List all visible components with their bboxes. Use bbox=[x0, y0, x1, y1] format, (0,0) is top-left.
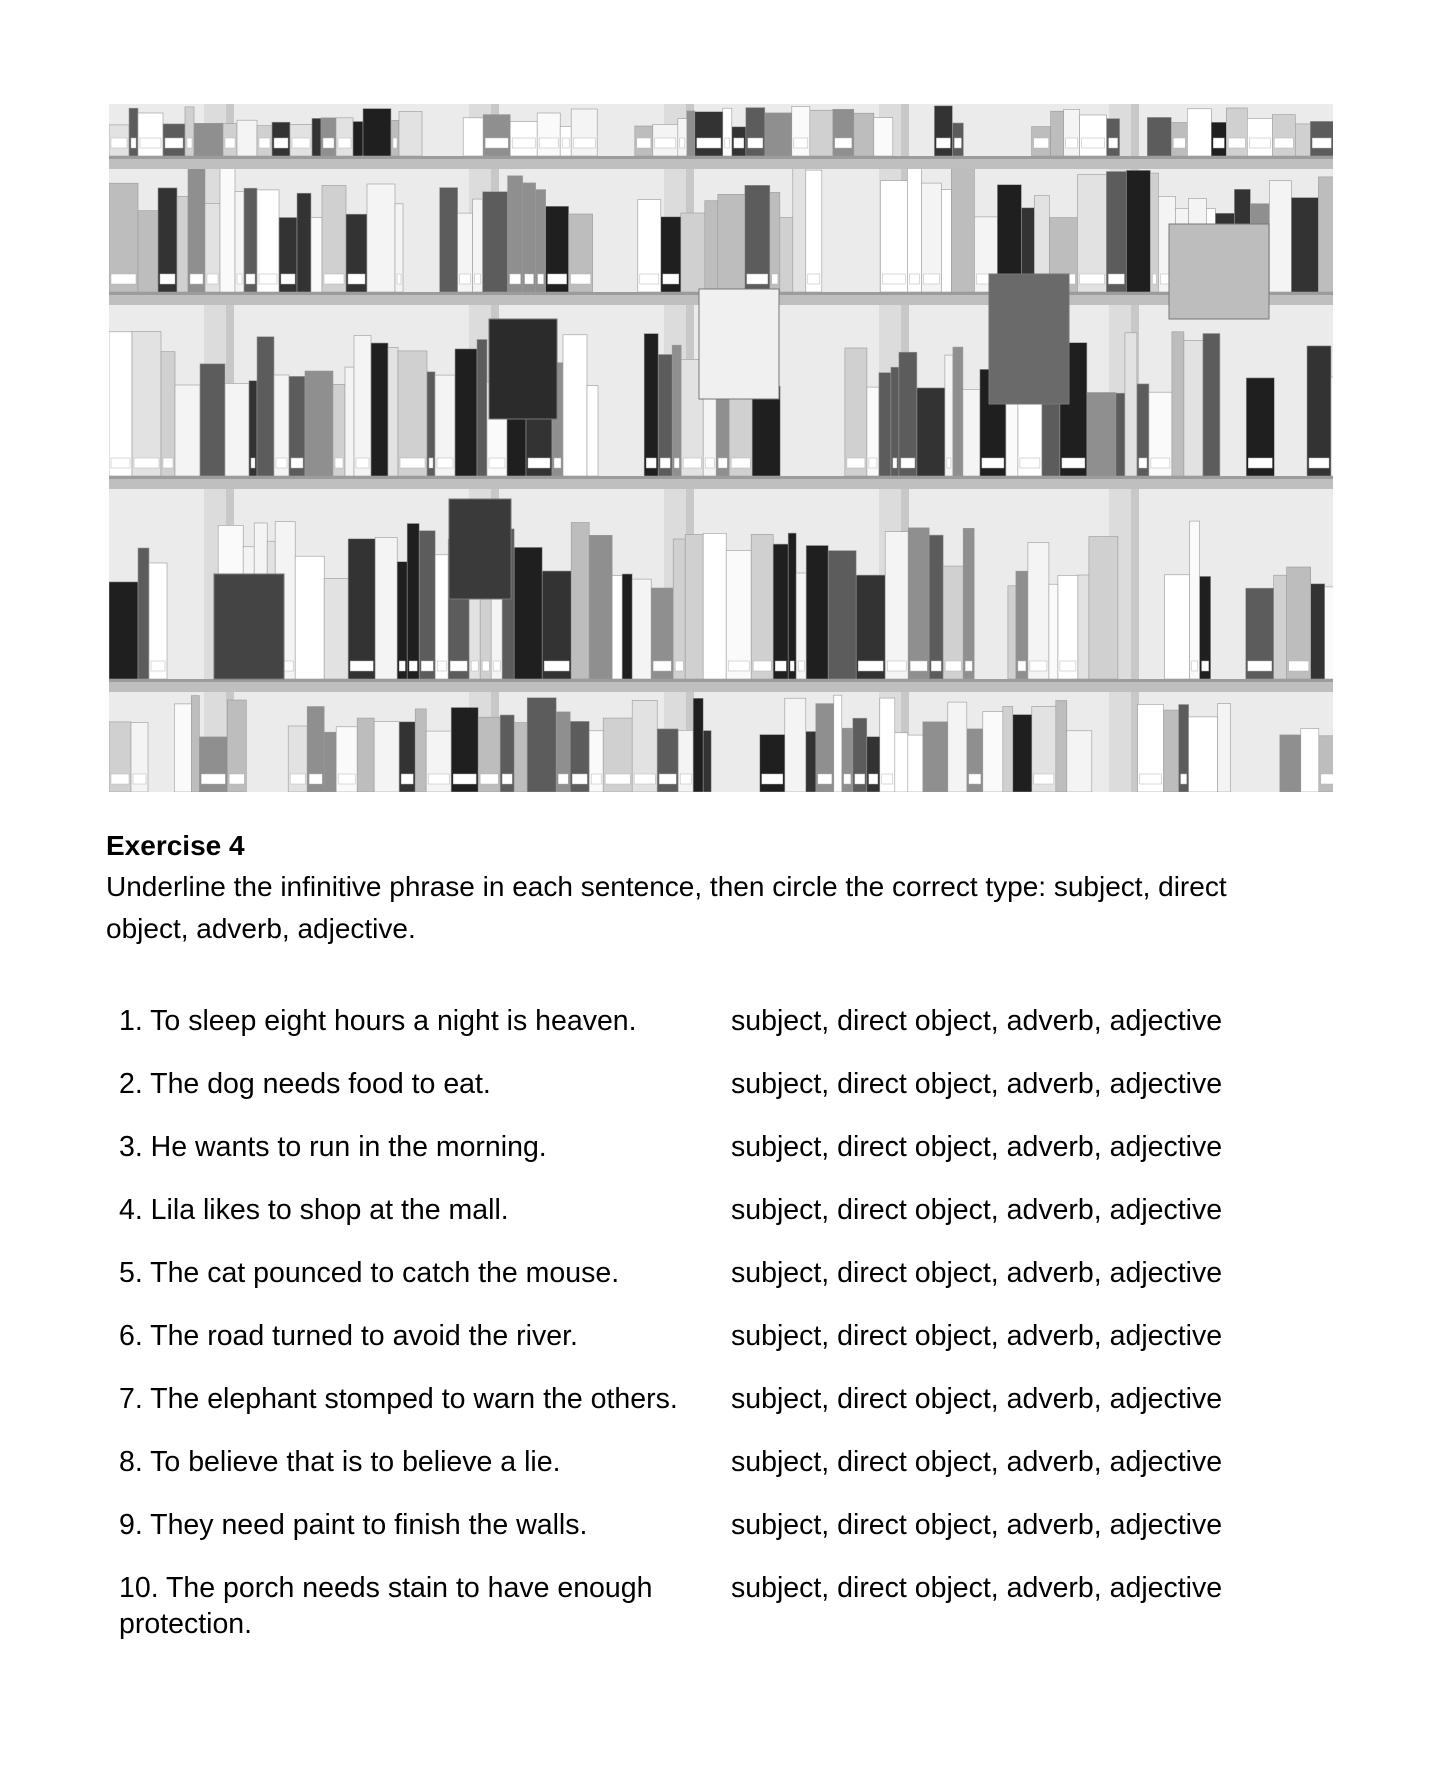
question-text: 7. The elephant stomped to warn the others. bbox=[119, 1383, 678, 1415]
question-row-2 bbox=[119, 1066, 1279, 1102]
question-text: 5. The cat pounced to catch the mouse. bbox=[119, 1257, 620, 1289]
bookshelf-illustration bbox=[109, 104, 1333, 792]
question-row-8 bbox=[119, 1444, 1279, 1480]
question-text: 6. The road turned to avoid the river. bbox=[119, 1320, 578, 1352]
question-text: 8. To believe that is to believe a lie. bbox=[119, 1446, 561, 1478]
exercise-header bbox=[106, 826, 1346, 950]
question-row-3 bbox=[119, 1129, 1279, 1165]
exercise-title: Exercise 4 bbox=[106, 830, 245, 861]
question-list bbox=[119, 1003, 1279, 1669]
question-text: 4. Lila likes to shop at the mall. bbox=[119, 1194, 509, 1226]
answer-options[interactable]: subject, direct object, adverb, adjective bbox=[731, 1509, 1223, 1541]
answer-options[interactable]: subject, direct object, adverb, adjective bbox=[731, 1257, 1223, 1289]
question-row-4 bbox=[119, 1192, 1279, 1228]
answer-options[interactable]: subject, direct object, adverb, adjective bbox=[731, 1005, 1223, 1037]
answer-options[interactable]: subject, direct object, adverb, adjective bbox=[731, 1131, 1223, 1163]
question-row-1 bbox=[119, 1003, 1279, 1039]
question-row-10 bbox=[119, 1570, 1279, 1642]
question-row-5 bbox=[119, 1255, 1279, 1291]
answer-options[interactable]: subject, direct object, adverb, adjective bbox=[731, 1068, 1223, 1100]
bookshelf-photo bbox=[109, 104, 1333, 792]
exercise-instructions: Underline the infinitive phrase in each sentence, then circle the correct type: subject, direct object, adverb, adjective. bbox=[106, 871, 1227, 944]
question-text: 3. He wants to run in the morning. bbox=[119, 1131, 547, 1163]
question-row-6 bbox=[119, 1318, 1279, 1354]
answer-options[interactable]: subject, direct object, adverb, adjective bbox=[731, 1446, 1223, 1478]
question-row-7 bbox=[119, 1381, 1279, 1417]
question-row-9 bbox=[119, 1507, 1279, 1543]
question-text: 2. The dog needs food to eat. bbox=[119, 1068, 491, 1100]
question-text: 10. The porch needs stain to have enough protection. bbox=[119, 1572, 653, 1640]
question-text: 1. To sleep eight hours a night is heaven. bbox=[119, 1005, 637, 1037]
answer-options[interactable]: subject, direct object, adverb, adjective bbox=[731, 1383, 1223, 1415]
answer-options[interactable]: subject, direct object, adverb, adjective bbox=[731, 1194, 1223, 1226]
answer-options[interactable]: subject, direct object, adverb, adjective bbox=[731, 1572, 1223, 1604]
question-text: 9. They need paint to finish the walls. bbox=[119, 1509, 588, 1541]
answer-options[interactable]: subject, direct object, adverb, adjective bbox=[731, 1320, 1223, 1352]
